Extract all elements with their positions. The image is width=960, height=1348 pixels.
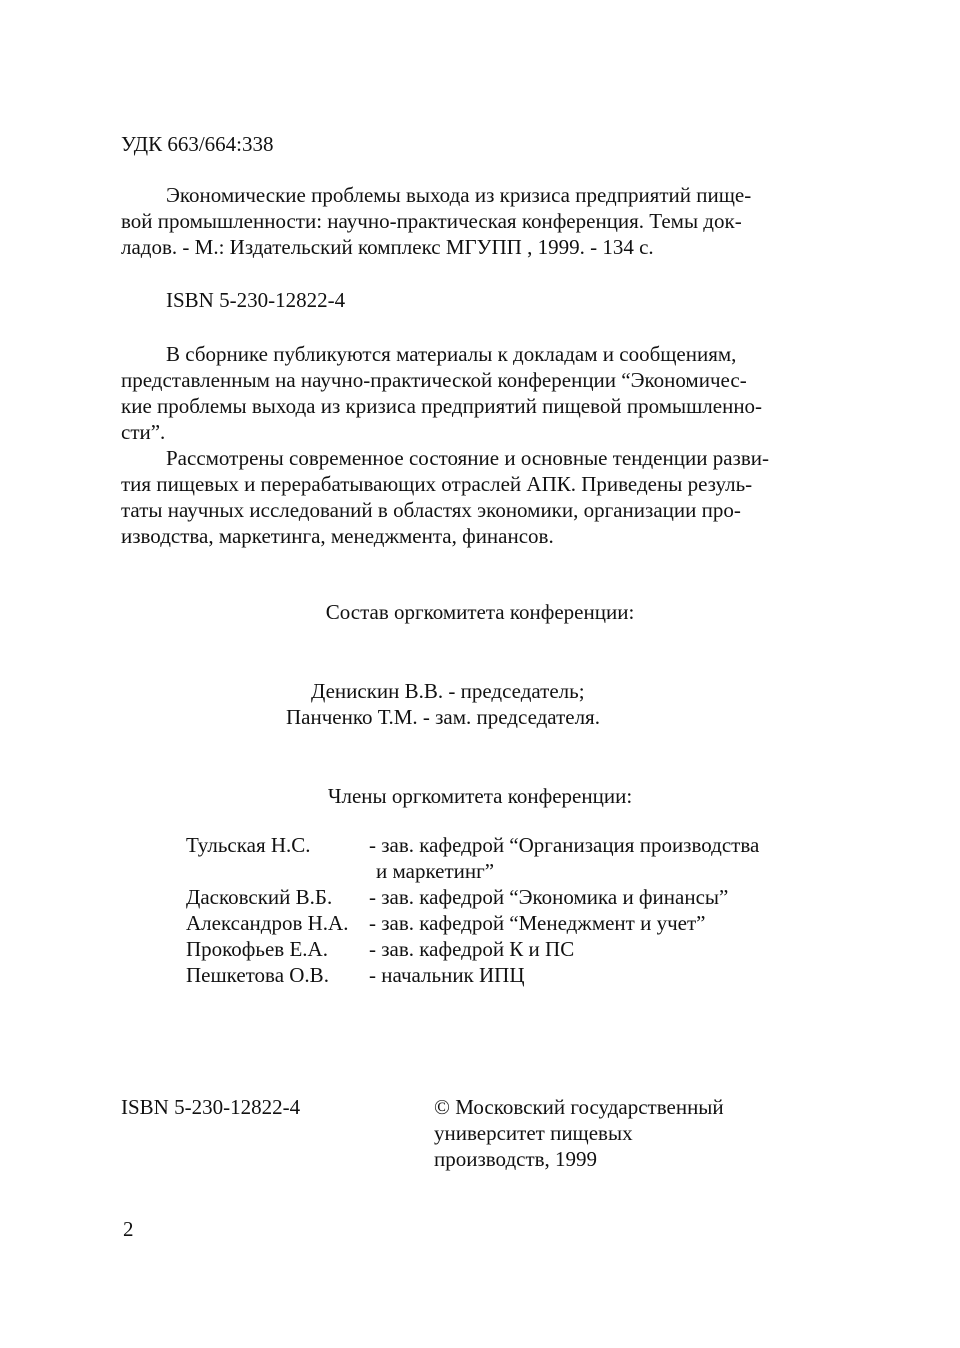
vice-chair-line: Панченко Т.М. - зам. председателя. xyxy=(286,705,600,729)
orgcom-heading: Состав оргкомитета конференции: xyxy=(325,600,635,624)
para-line: таты научных исследований в областях экономики, организации про- xyxy=(121,498,741,522)
member-role: - зав. кафедрой “Экономика и финансы” xyxy=(369,885,729,909)
isbn-bottom: ISBN 5-230-12822-4 xyxy=(121,1095,301,1119)
copyright-line: университет пищевых xyxy=(434,1121,633,1145)
chair-line: Денискин В.В. - председатель; xyxy=(311,679,585,703)
member-role: - зав. кафедрой “Организация производства xyxy=(369,833,760,857)
para-line: В сборнике публикуются материалы к докладам и сообщениям, xyxy=(166,342,737,366)
para-line: Рассмотрены современное состояние и основные тенденции разви- xyxy=(166,446,769,470)
page-number: 2 xyxy=(123,1217,134,1241)
para-line: представленным на научно-практической конференции “Экономичес- xyxy=(121,368,747,392)
bib-line: Экономические проблемы выхода из кризиса предприятий пище- xyxy=(166,183,752,207)
bib-line: ладов. - М.: Издательский комплекс МГУПП , 1999. - 134 с. xyxy=(121,235,654,259)
member-name: Прокофьев Е.А. xyxy=(186,937,328,961)
member-role-continued: и маркетинг” xyxy=(376,859,495,883)
members-heading: Члены оргкомитета конференции: xyxy=(327,784,633,808)
bib-line: вой промышленности: научно-практическая конференция. Темы док- xyxy=(121,209,742,233)
member-name: Дасковский В.Б. xyxy=(186,885,333,909)
member-role: - зав. кафедрой К и ПС xyxy=(369,937,575,961)
member-role: - начальник ИПЦ xyxy=(369,963,525,987)
member-role: - зав. кафедрой “Менеджмент и учет” xyxy=(369,911,706,935)
para-line: сти”. xyxy=(121,420,166,444)
copyright-line: производств, 1999 xyxy=(434,1147,598,1171)
member-name: Пешкетова О.В. xyxy=(186,963,329,987)
member-name: Тульская Н.С. xyxy=(186,833,311,857)
udk-code: УДК 663/664:338 xyxy=(121,132,274,156)
isbn-top: ISBN 5-230-12822-4 xyxy=(166,288,346,312)
para-line: тия пищевых и перерабатывающих отраслей АПК. Приведены резуль- xyxy=(121,472,753,496)
para-line: изводства, маркетинга, менеджмента, финансов. xyxy=(121,524,554,548)
para-line: кие проблемы выхода из кризиса предприятий пищевой промышленно- xyxy=(121,394,763,418)
member-name: Александров Н.А. xyxy=(186,911,349,935)
copyright-line: © Московский государственный xyxy=(434,1095,724,1119)
